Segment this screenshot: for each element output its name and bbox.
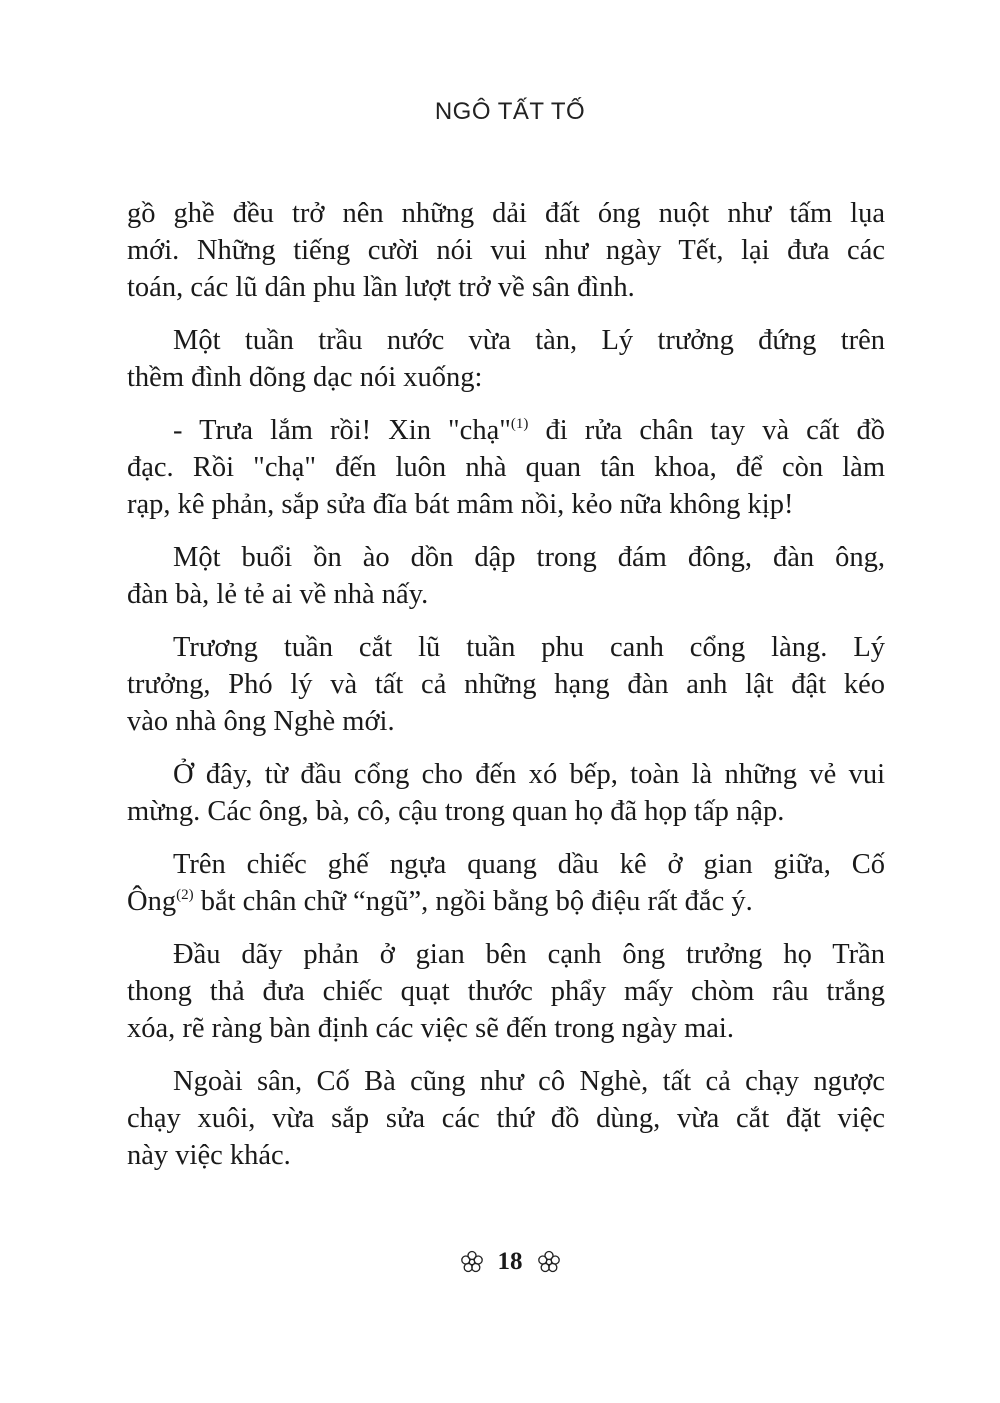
text-line <box>127 1063 885 1100</box>
footnote-marker: (2) <box>176 887 194 903</box>
paragraph <box>127 846 885 920</box>
text-line <box>127 883 885 920</box>
text-line <box>127 539 885 576</box>
text-line <box>127 412 885 449</box>
text-line <box>127 666 885 703</box>
text-segment: đi rửa chân tay và cất đồ <box>528 415 885 446</box>
paragraph <box>127 322 885 396</box>
footnote-marker: (1) <box>510 416 529 432</box>
text-segment: rạp, kê phản, sắp sửa đĩa bát mâm nồi, kẻo nữa không kịp! <box>127 489 794 520</box>
text-segment: thềm đình dõng dạc nói xuống: <box>127 362 483 393</box>
text-line <box>127 846 885 883</box>
text-segment: trưởng, Phó lý và tất cả những hạng đàn anh lật đật kéo <box>127 669 885 700</box>
text-line <box>127 936 885 973</box>
text-line <box>127 1010 885 1047</box>
text-line <box>127 269 885 306</box>
text-line <box>127 973 885 1010</box>
text-segment: Ngoài sân, Cố Bà cũng như cô Nghè, tất cả chạy ngược <box>173 1066 885 1097</box>
text-segment: thong thả đưa chiếc quạt thước phẩy mấy chòm râu trắng <box>127 976 885 1007</box>
text-segment: bắt chân chữ “ngũ”, ngồi bằng bộ điệu rất đắc ý. <box>193 886 753 917</box>
paragraph <box>127 1063 885 1174</box>
text-line <box>127 359 885 396</box>
text-segment: Đầu dãy phản ở gian bên cạnh ông trưởng họ Trần <box>173 939 885 970</box>
text-segment: vào nhà ông Nghè mới. <box>127 706 395 737</box>
text-line <box>127 449 885 486</box>
paragraph <box>127 412 885 523</box>
text-segment: xóa, rẽ ràng bàn định các việc sẽ đến trong ngày mai. <box>127 1013 734 1044</box>
text-segment: - Trưa lắm rồi! Xin "chạ" <box>173 415 511 446</box>
text-line <box>127 703 885 740</box>
flower-icon <box>537 1250 561 1274</box>
text-segment: đàn bà, lẻ tẻ ai về nhà nấy. <box>127 579 429 610</box>
paragraph <box>127 936 885 1047</box>
text-line <box>127 195 885 232</box>
text-line <box>127 793 885 830</box>
page-body <box>127 195 885 1190</box>
page-number: 18 <box>497 1248 523 1275</box>
text-segment: Một tuần trầu nước vừa tàn, Lý trưởng đứng trên <box>173 325 885 356</box>
text-line <box>127 629 885 666</box>
paragraph <box>127 629 885 740</box>
text-segment: mừng. Các ông, bà, cô, cậu trong quan họ đã họp tấp nập. <box>127 796 785 827</box>
paragraph <box>127 756 885 830</box>
text-line <box>127 322 885 359</box>
text-segment: Ở đây, từ đầu cổng cho đến xó bếp, toàn là những vẻ vui <box>173 759 885 790</box>
text-line <box>127 486 885 523</box>
page-footer <box>0 1248 1000 1276</box>
text-segment: Ông <box>127 886 177 917</box>
text-line <box>127 232 885 269</box>
text-segment: Một buổi ồn ào dồn dập trong đám đông, đàn ông, <box>173 542 885 573</box>
text-segment: gồ ghề đều trở nên những dải đất óng nuột như tấm lụa <box>127 198 885 229</box>
paragraph <box>127 195 885 306</box>
running-header: NGÔ TẤT TỐ <box>434 98 586 125</box>
text-line <box>127 1137 885 1174</box>
text-segment: Trương tuần cắt lũ tuần phu canh cổng làng. Lý <box>173 632 885 663</box>
text-segment: mới. Những tiếng cười nói vui như ngày Tết, lại đưa các <box>127 235 885 266</box>
text-segment: Trên chiếc ghế ngựa quang dầu kê ở gian giữa, Cố <box>173 849 885 880</box>
text-segment: chạy xuôi, vừa sắp sửa các thứ đồ dùng, vừa cắt đặt việc <box>127 1103 885 1134</box>
text-segment: toán, các lũ dân phu lần lượt trở về sân đình. <box>127 272 635 303</box>
text-line <box>127 576 885 613</box>
text-line <box>127 1100 885 1137</box>
paragraph <box>127 539 885 613</box>
text-segment: đạc. Rồi "chạ" đến luôn nhà quan tân khoa, để còn làm <box>127 452 885 483</box>
text-line <box>127 756 885 793</box>
text-segment: này việc khác. <box>127 1140 291 1171</box>
flower-icon <box>460 1250 484 1274</box>
